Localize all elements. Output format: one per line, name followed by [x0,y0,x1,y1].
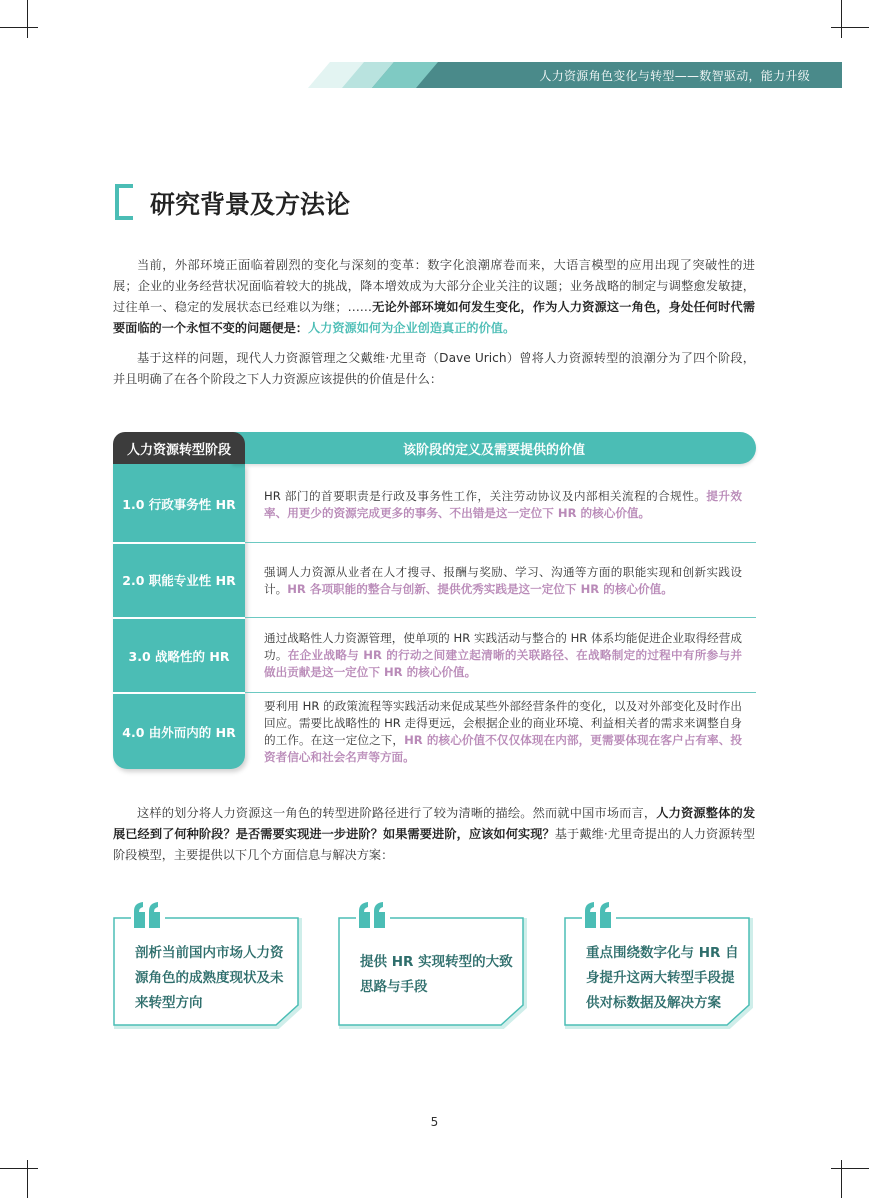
table-header-stage: 人力资源转型阶段 [113,432,245,464]
description-highlight: 提升效率、用更少的资源完成更多的事务、不出错是这一定位下 HR 的核心价值。 [264,489,742,520]
stage-label: 2.0 职能专业性 HR [122,573,236,588]
intro-text: 当前，外部环境正面临着剧烈的变化与深刻的变革：数字化浪潮席卷而来，大语言模型的应用出现了突破性的进展；企业的业务经营状况面临着较大的挑战，降本增效成为大部分企业关注的议题；业务战略的制定与调整愈发敏捷，过往单一、稳定的发展状态已经难以为继；…… [113,258,755,314]
section-title: 研究背景及方法论 [150,190,351,219]
row-divider [245,617,756,618]
intro-paragraph-1 [113,255,755,339]
intro-bold-text: 无论外部环境如何发生变化，作为人力资源这一角色，身处任何时代需要面临的一个永恒不变的问题便是： [113,300,756,335]
stage-label: 4.0 由外而内的 HR [122,724,236,740]
row-divider [245,692,756,693]
card-text: 重点围绕数字化与 HR 自身提升这两大转型手段提供对标数据及解决方案 [586,945,739,1011]
stage-description [264,564,742,598]
info-card [564,917,754,1030]
outro-text-2: 基于戴维·尤里奇提出的人力资源转型阶段模型，主要提供以下几个方面信息与解决方案： [113,827,756,862]
table-header-value: 该阶段的定义及需要提供的价值 [232,432,756,464]
description-highlight: 在企业战略与 HR 的行动之间建立起清晰的关联路径、在战略制定的过程中有所参与并做出贡献是这一定位下 HR 的核心价值。 [264,648,742,679]
intro-text-2: 基于这样的问题，现代人力资源管理之父戴维·尤里奇（Dave Urich）曾将人力资源转型的浪潮分为了四个阶段，并且明确了在各个阶段之下人力资源应该提供的价值是什么： [113,351,755,386]
quote-icon [356,901,390,931]
crop-mark [0,27,38,28]
stage-description [264,488,742,522]
crop-mark [831,1168,869,1169]
outro-text: 这样的划分将人力资源这一角色的转型进阶路径进行了较为清晰的描绘。然而就中国市场而言， [137,806,657,820]
stage-label: 1.0 行政事务性 HR [122,496,236,512]
crop-mark [27,0,28,38]
page-number: 5 [430,1115,439,1129]
description-highlight: HR 的核心价值不仅仅体现在内部，更需要体现在客户占有率、投资者信心和社会名声等方面。 [264,733,742,764]
stage-description [264,698,742,766]
description-text: 强调人力资源从业者在人才搜寻、报酬与奖励、学习、沟通等方面的职能实现和创新实践设计。 [264,565,742,596]
crop-mark [0,1168,38,1169]
crop-mark [831,27,869,28]
intro-highlight-text: 人力资源如何为企业创造真正的价值。 [308,321,516,335]
crop-mark [27,1160,28,1198]
row-divider [245,542,756,543]
section-bracket-icon [115,184,133,220]
info-card [113,917,303,1030]
info-card [338,917,528,1030]
card-text: 剖析当前国内市场人力资源角色的成熟度现状及未来转型方向 [135,945,284,1011]
description-text: 通过战略性人力资源管理，使单项的 HR 实践活动与整合的 HR 体系均能促进企业取得经营成功。 [264,631,742,662]
description-highlight: HR 各项职能的整合与创新、提供优秀实践是这一定位下 HR 的核心价值。 [287,582,673,596]
quote-icon [131,901,165,931]
outro-bold-text: 人力资源整体的发展已经到了何种阶段？是否需要实现进一步进阶？如果需要进阶，应该如何实现？ [113,806,756,841]
stage-label: 3.0 战略性的 HR [128,648,230,664]
description-text: 要利用 HR 的政策流程等实践活动来促成某些外部经营条件的变化，以及对外部变化及时作出回应。需要比战略性的 HR 走得更远，会根据企业的商业环境、利益相关者的需求来调整自身的工作。在这一定位之下， [264,699,742,747]
intro-paragraph-2 [113,348,755,390]
quote-icon [582,901,616,931]
crop-mark [841,1160,842,1198]
outro-paragraph [113,803,755,866]
header-title: 人力资源角色变化与转型——数智驱动，能力升级 [539,69,810,83]
crop-mark [841,0,842,38]
header-band [308,62,842,88]
stage-description [264,630,742,681]
description-text: HR 部门的首要职责是行政及事务性工作，关注劳动协议及内部相关流程的合规性。 [264,489,707,503]
card-text: 提供 HR 实现转型的大致思路与手段 [360,954,513,995]
